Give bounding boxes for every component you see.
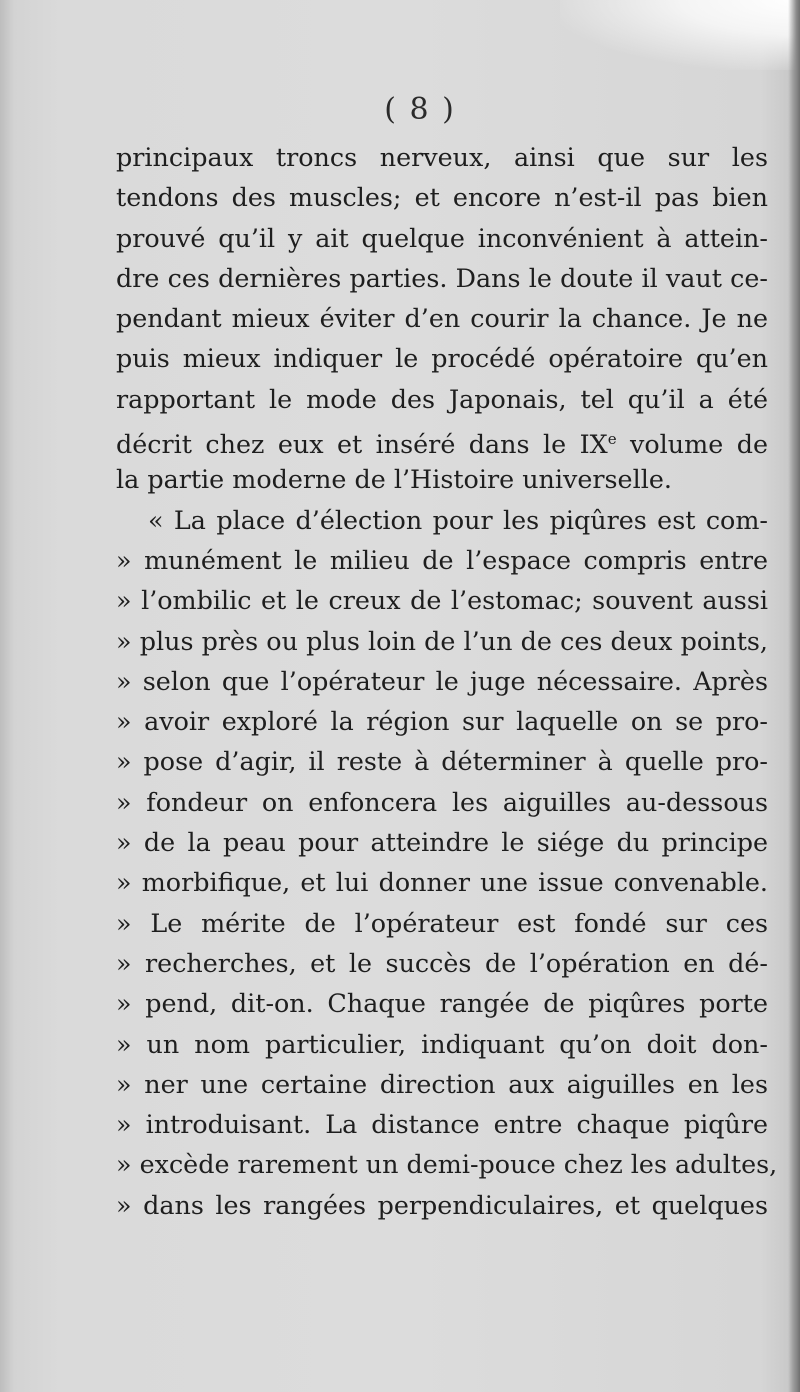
- quote-line: » pose d’agir, il reste à déterminer à quelle pro-: [116, 746, 768, 777]
- quote-start-line: « La place d’élection pour les piqûres est com-: [148, 504, 768, 535]
- text-line: rapportant le mode des Japonais, tel qu’il a été: [116, 383, 768, 414]
- quote-line: » un nom particulier, indiquant qu’on doit don-: [116, 1028, 768, 1059]
- quote-line: » Le mérite de l’opérateur est fondé sur ces: [116, 907, 768, 938]
- text-line-volume-tail: volume de: [616, 429, 768, 460]
- quote-line: » pend, dit-on. Chaque rangée de piqûres porte: [116, 988, 768, 1019]
- quote-line: » de la peau pour atteindre le siége du principe: [116, 827, 768, 858]
- page-corner-shading: [560, 0, 800, 70]
- text-line: tendons des muscles; et encore n’est-il pas bien: [116, 182, 768, 213]
- quote-line: » munément le milieu de l’espace compris entre: [116, 544, 768, 575]
- quote-line: » dans les rangées perpendiculaires, et quelques: [116, 1189, 768, 1220]
- quote-line: » plus près ou plus loin de l’un de ces deux points,: [116, 625, 768, 656]
- quote-line: » selon que l’opérateur le juge nécessaire. Après: [116, 665, 768, 696]
- text-line: principaux troncs nerveux, ainsi que sur les: [116, 142, 768, 172]
- quote-line: » avoir exploré la région sur laquelle on se pro-: [116, 706, 768, 737]
- text-line-volume: [116, 419, 768, 459]
- body-text: [116, 137, 778, 1225]
- superscript: e: [607, 430, 617, 449]
- text-line: dre ces dernières parties. Dans le doute il vaut ce-: [116, 262, 768, 293]
- text-line-volume-head: décrit chez eux et inséré dans le IX: [116, 429, 608, 460]
- quote-line: » introduisant. La distance entre chaque piqûre: [116, 1109, 768, 1140]
- text-line: puis mieux indiquer le procédé opératoire qu’en: [116, 343, 768, 374]
- page-number: ( 8 ): [384, 92, 456, 127]
- text-line: prouvé qu’il y ait quelque inconvénient à attein-: [116, 222, 768, 253]
- quote-line: » morbifique, et lui donner une issue convenable.: [116, 867, 768, 898]
- page-binding-edge: [788, 0, 800, 1392]
- quote-line: » excède rarement un demi-pouce chez les adultes,: [116, 1149, 778, 1180]
- quote-line: » l’ombilic et le creux de l’estomac; souvent aussi: [116, 585, 768, 616]
- quote-line: » ner une certaine direction aux aiguilles en les: [116, 1068, 768, 1099]
- text-line: pendant mieux éviter d’en courir la chance. Je ne: [116, 303, 768, 334]
- quote-line: » fondeur on enfoncera les aiguilles au-dessous: [116, 786, 768, 817]
- quote-line: » recherches, et le succès de l’opération en dé-: [116, 947, 768, 978]
- paragraph-end-line: la partie moderne de l’Histoire universelle.: [116, 464, 672, 495]
